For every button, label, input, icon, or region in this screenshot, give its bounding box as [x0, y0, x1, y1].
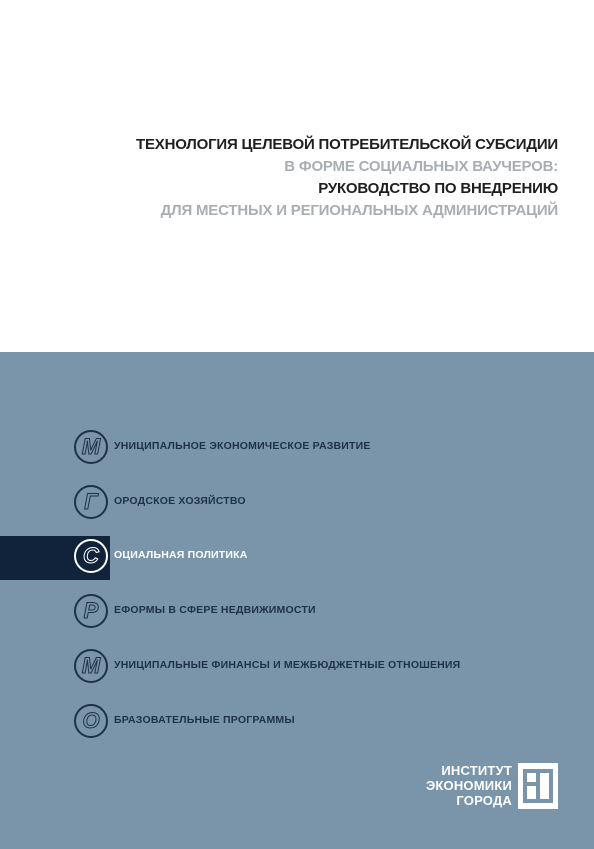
publisher-logo-icon [518, 763, 558, 809]
series-letter-icon: О [74, 704, 108, 738]
title-line-3: РУКОВОДСТВО ПО ВНЕДРЕНИЮ [318, 180, 558, 197]
series-letter-icon: Р [74, 594, 108, 628]
publisher-line: ИНСТИТУТ [441, 763, 512, 778]
publisher-line: ЭКОНОМИКИ [425, 778, 512, 793]
series-label: ОЦИАЛЬНАЯ ПОЛИТИКА [114, 549, 248, 561]
publisher-block [426, 763, 558, 809]
series-item [0, 427, 594, 471]
publisher-line: ГОРОДА [456, 793, 512, 808]
series-label: ЕФОРМЫ В СФЕРЕ НЕДВИЖИМОСТИ [114, 604, 316, 616]
series-label: БРАЗОВАТЕЛЬНЫЕ ПРОГРАММЫ [114, 714, 295, 726]
series-item [0, 646, 594, 690]
series-label: УНИЦИПАЛЬНОЕ ЭКОНОМИЧЕСКОЕ РАЗВИТИЕ [114, 440, 371, 452]
book-title [136, 134, 558, 222]
series-letter-icon: М [74, 430, 108, 464]
series-item [0, 482, 594, 526]
publisher-name [426, 763, 512, 808]
cover-top-area [0, 0, 594, 352]
title-line-4: ДЛЯ МЕСТНЫХ И РЕГИОНАЛЬНЫХ АДМИНИСТРАЦИЙ [160, 202, 558, 219]
series-letter-icon: Г [74, 485, 108, 519]
series-item-active [0, 536, 594, 580]
series-letter-icon: С [74, 539, 108, 573]
title-line-2: В ФОРМЕ СОЦИАЛЬНЫХ ВАУЧЕРОВ: [284, 158, 558, 175]
series-item [0, 701, 594, 745]
series-letter-icon: М [74, 649, 108, 683]
series-label: УНИЦИПАЛЬНЫЕ ФИНАНСЫ И МЕЖБЮДЖЕТНЫЕ ОТНОШЕНИЯ [114, 659, 461, 671]
series-label: ОРОДСКОЕ ХОЗЯЙСТВО [114, 495, 246, 507]
title-line-1: ТЕХНОЛОГИЯ ЦЕЛЕВОЙ ПОТРЕБИТЕЛЬСКОЙ СУБСИДИИ [136, 136, 558, 153]
series-item [0, 591, 594, 635]
